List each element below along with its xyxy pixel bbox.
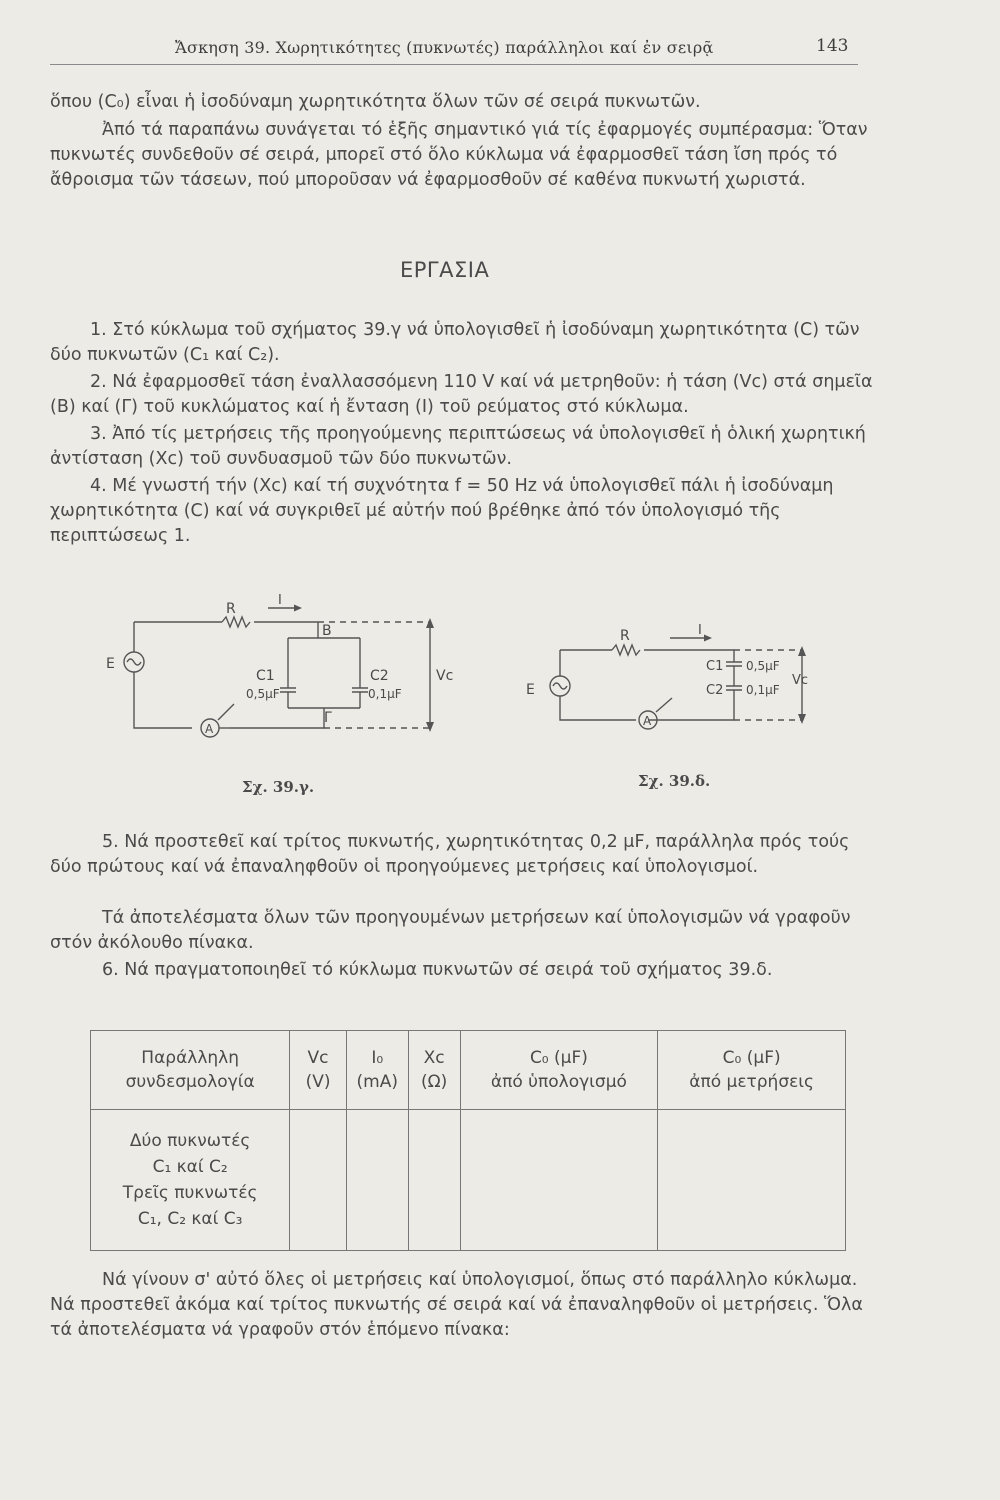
current-arrow-head [704,635,712,642]
page-number: 143 [816,36,849,56]
results-table [90,1030,846,1251]
wire-left [560,650,636,720]
circuit-figure-parallel [100,588,460,748]
resistor-r [222,617,250,627]
header-current [346,1031,408,1110]
fig-a-label-r: R [226,601,236,617]
header-capacitance-measured-line2: ἀπό μετρήσεις [689,1072,815,1092]
row-two-capacitors-names: C₁ καί C₂ [152,1157,228,1177]
fig-b-label-vc: Vc [792,673,809,688]
cell-voltage-empty[interactable] [290,1110,346,1251]
task-3: 3. Ἀπό τίς μετρήσεις τῆς προηγούμενης περιπτώσεως νά ὑπολογισθεῖ ἡ ὁλική χωρητική ἀντίσταση (Xᴄ) τοῦ συνδυασμοῦ τῶν δύο πυκνωτῶν. [50,424,866,469]
header-reactance-line1: Xᴄ [423,1048,445,1068]
header-connection-line2: συνδεσμολογία [125,1072,255,1092]
wire-bottom-right [230,708,324,728]
header-voltage-line2: (V) [305,1072,331,1092]
header-connection [91,1031,290,1110]
fig-a-label-vc: Vc [436,668,454,684]
task-1: 1. Στό κύκλωμα τοῦ σχήματος 39.γ νά ὑπολογισθεῖ ἡ ἰσοδύναμη χωρητικότητα (C) τῶν δύο πυκνωτῶν (C₁ καί C₂). [50,320,860,365]
cell-reactance-empty[interactable] [408,1110,460,1251]
task-2: 2. Νά ἐφαρμοσθεῖ τάση ἐναλλασσόμενη 110 V καί νά μετρηθοῦν: ἡ τάση (Vᴄ) στά σημεῖα (Β) καί (Γ) τοῦ κυκλώματος καί ἡ ἔνταση (Ι) τοῦ ρεύματος στό κύκλωμα. [50,372,873,417]
row-three-capacitors-names: C₁, C₂ καί C₃ [137,1209,243,1229]
intro-line: ὅπου (C₀) εἶναι ἡ ἰσοδύναμη χωρητικότητα ὅλων τῶν σέ σειρά πυκνωτῶν. [50,92,701,112]
fig-a-label-c2: C2 [370,668,389,684]
current-arrow-head [294,605,302,612]
ammeter-arrow [218,704,234,720]
fig-a-c1-value: 0,5μF [246,687,280,701]
series-capacitors [648,662,742,720]
fig-a-label-c1: C1 [256,668,275,684]
cell-capacitance-calculated-empty[interactable] [460,1110,658,1251]
task-5-note: Τά ἀποτελέσματα ὅλων τῶν προηγουμένων μετρήσεων καί ὑπολογισμῶν νά γραφοῦν στόν ἀκόλουθο πίνακα. [50,908,851,953]
fig-a-label-b: B [322,623,332,639]
fig-a-label-g: Γ [324,710,332,726]
fig-b-label-r: R [620,628,630,644]
ac-wave [553,683,567,689]
figure-caption-39g: Σχ. 39.γ. [242,778,315,796]
header-divider [50,64,858,65]
header-voltage [290,1031,346,1110]
header-capacitance-calculated [460,1031,658,1110]
circuit-figure-series [520,618,820,742]
header-current-line2: (mA) [356,1072,398,1092]
table-header-row [91,1031,846,1110]
fig-a-label-e: E [106,656,115,672]
row-two-capacitors: Δύο πυκνωτές [129,1131,251,1151]
fig-b-c2-value: 0,1μF [746,683,780,697]
fig-b-label-e: E [526,682,535,698]
intro-paragraph: Ἀπό τά παραπάνω συνάγεται τό ἑξῆς σημαντικό γιά τίς ἐφαρμογές συμπέρασμα: Ὅταν πυκνωτές συνδεθοῦν σέ σειρά, μπορεῖ στό ὅλο κύκλωμα νά ἐφαρμοσθεῖ τάση ἴση πρός τό ἄθροισμα τῶν τάσεων, πού μποροῦσαν νά ἐφαρμοσθοῦν σέ καθένα πυκνωτή χωριστά. [50,120,868,190]
ammeter-arrow [656,698,672,712]
header-voltage-line1: Vᴄ [307,1048,329,1068]
task-6: 6. Νά πραγματοποιηθεῖ τό κύκλωμα πυκνωτῶν σέ σειρά τοῦ σχήματος 39.δ. [102,960,773,980]
header-title: Ἄσκηση 39. Χωρητικότητες (πυκνωτές) παράλληλοι καί ἐν σειρᾷ [175,38,714,57]
header-capacitance-measured [658,1031,846,1110]
fig-b-c1-value: 0,5μF [746,659,780,673]
fig-b-label-c1: C1 [706,659,724,674]
fig-a-c2-value: 0,1μF [368,687,402,701]
vc-arrow-head-bottom [798,714,806,724]
header-connection-line1: Παράλληλη [141,1048,240,1068]
figure-caption-39d: Σχ. 39.δ. [638,772,711,790]
wire-left [134,622,192,728]
vc-arrow-head-top [798,646,806,656]
fig-b-label-i: I [698,623,702,638]
row-three-capacitors: Τρεῖς πυκνωτές [122,1183,258,1203]
closing-paragraph: Νά γίνουν σ' αὐτό ὅλες οἱ μετρήσεις καί ὑπολογισμοί, ὅπως στό παράλληλο κύκλωμα. Νά προστεθεῖ ἀκόμα καί τρίτος πυκνωτής σέ σειρά καί νά ἐπαναληφθοῦν οἱ μετρήσεις. Ὅλα τά ἀποτελέσματα νά γραφοῦν στόν ἑπόμενο πίνακα: [50,1270,863,1340]
header-capacitance-calculated-line1: C₀ (μF) [529,1048,588,1068]
vc-arrow-head-top [426,618,434,628]
header-reactance [408,1031,460,1110]
fig-b-label-c2: C2 [706,683,724,698]
vc-arrow-head-bottom [426,722,434,732]
ac-wave [127,659,141,665]
cell-current-empty[interactable] [346,1110,408,1251]
header-reactance-line2: (Ω) [421,1072,448,1092]
task-5: 5. Νά προστεθεῖ καί τρίτος πυκνωτής, χωρητικότητας 0,2 μF, παράλληλα πρός τούς δύο πρώτους καί νά ἐπαναληφθοῦν οἱ προηγούμενες μετρήσεις καί ὑπολογισμοί. [50,832,850,877]
section-title: ΕΡΓΑΣΙΑ [400,258,490,282]
header-current-line1: I₀ [371,1048,384,1068]
header-capacitance-calculated-line2: ἀπό ὑπολογισμό [490,1072,627,1092]
fig-a-label-a: A [205,722,214,736]
cell-capacitance-measured-empty[interactable] [658,1110,846,1251]
fig-a-label-i: I [278,593,282,608]
fig-b-label-a: A [643,714,652,728]
cell-connection-types [91,1110,290,1251]
task-4: 4. Μέ γνωστή τήν (Xᴄ) καί τή συχνότητα f = 50 Hz νά ὑπολογισθεῖ πάλι ἡ ἰσοδύναμη χωρητικότητα (C) καί νά συγκριθεῖ μέ αὐτήν πού βρέθηκε ἀπό τόν ὑπολογισμό τῆς περιπτώσεως 1. [50,476,834,546]
resistor-r [612,645,640,655]
table-row [91,1110,846,1251]
header-capacitance-measured-line1: C₀ (μF) [722,1048,781,1068]
